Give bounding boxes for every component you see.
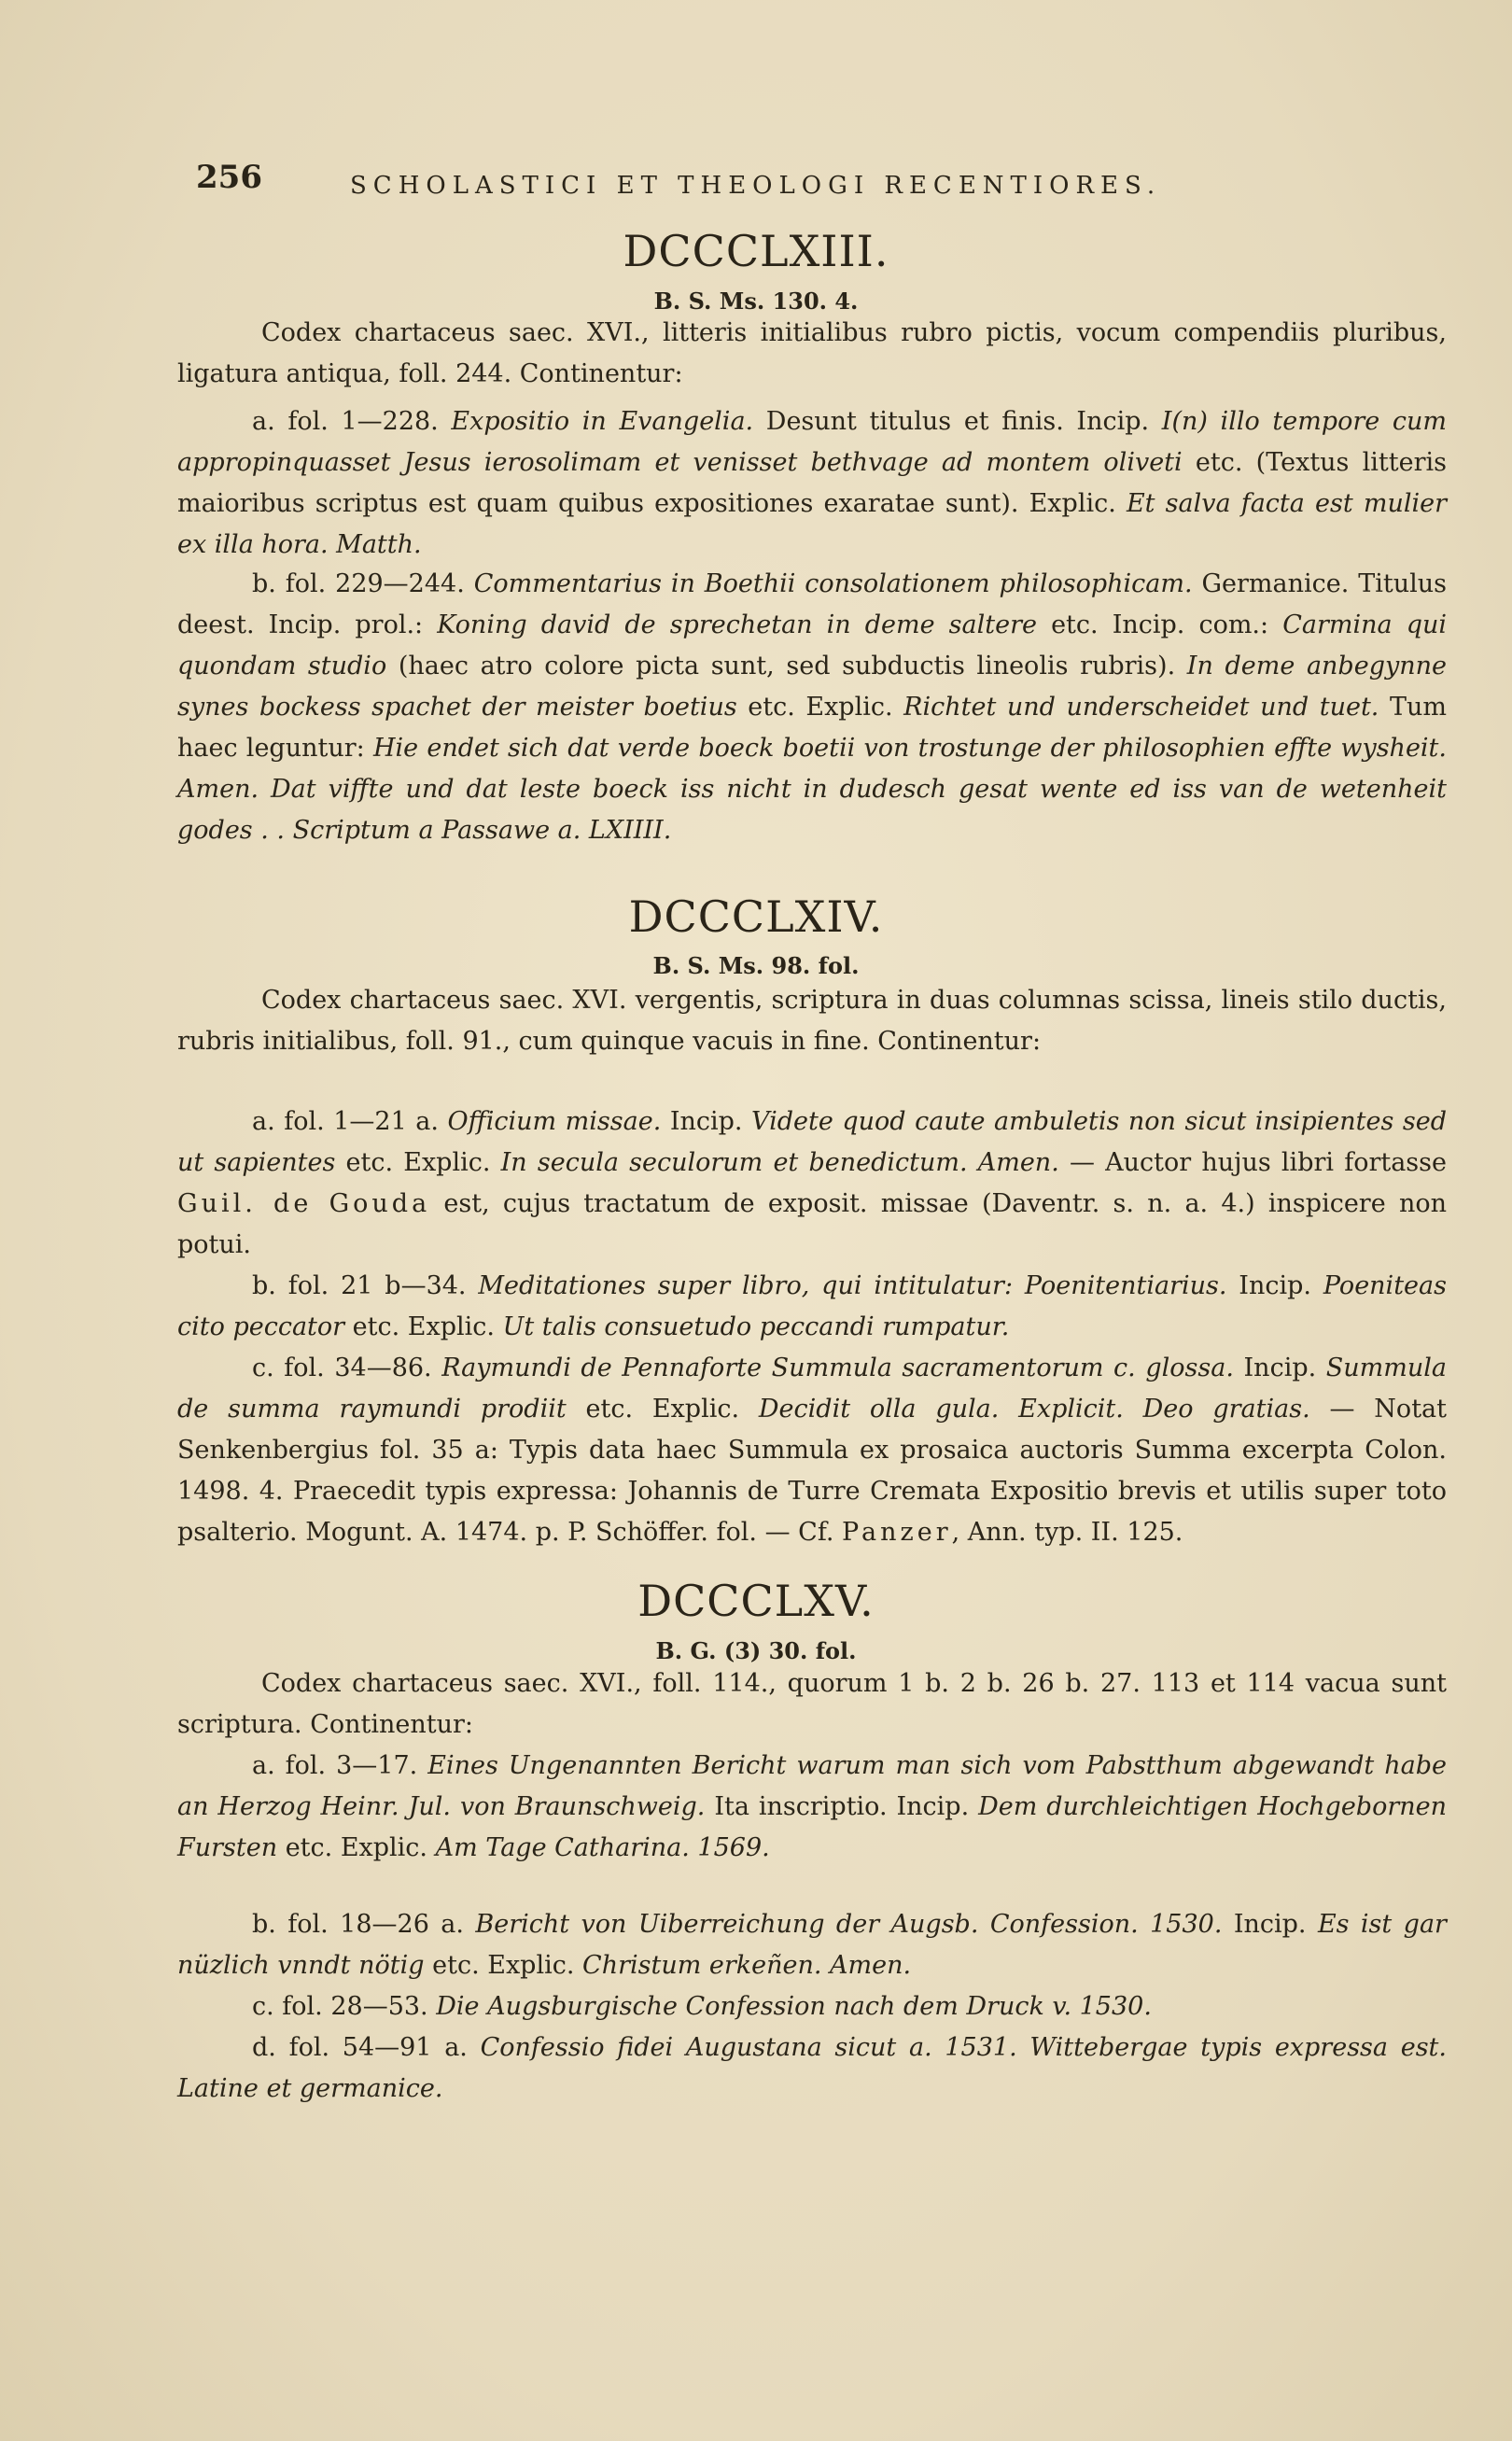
item-explicit: Ut talis consuetudo peccandi rumpatur. <box>502 1312 1010 1341</box>
item-incipit: In deme anbegynne synes bockess spachet der meister boetius <box>177 652 1447 722</box>
codex-description: Codex chartaceus saec. XVI., litteris initialibus rubro pictis, vocum compendiis pluribus, ligatura antiqua, foll. 244. Continentur: <box>177 318 1447 388</box>
content-item <box>177 1266 1447 1348</box>
item-text: etc. Explic. <box>345 1148 491 1177</box>
entry-number: DCCCLXIII. <box>623 226 889 276</box>
item-folio: a. fol. 1—21 a. <box>252 1107 439 1136</box>
item-incipit: Es ist gar nüzlich vnndt nötig <box>177 1910 1447 1980</box>
item-colophon: Hie endet sich dat verde boeck boetii von trostunge der philosophien effte wysheit. Amen. Dat viffte und dat leste boeck iss nicht in dudesch gesat wente ed iss van de wetenheit godes . . Scriptum a Passawe a. LXIIII. <box>177 734 1447 845</box>
item-explicit: Richtet und underscheidet und tuet. <box>903 693 1379 722</box>
item-title: Die Augsburgische Confession nach dem Druck v. 1530. <box>436 1992 1152 2021</box>
item-incipit: Summula de summa raymundi prodiit <box>177 1354 1448 1424</box>
item-incipit: Dem durchleichtigen Hochgebornen Fursten <box>177 1792 1447 1862</box>
shelfmark: B. S. Ms. 130. 4. <box>653 288 859 315</box>
shelfmark: B. S. Ms. 98. fol. <box>652 952 860 979</box>
shelfmark: B. G. (3) 30. fol. <box>655 1637 857 1664</box>
item-incipit: Poeniteas cito peccator <box>177 1271 1447 1341</box>
codex-description: Codex chartaceus saec. XVI. vergentis, scriptura in duas columnas scissa, lineis stilo ductis, rubris initialibus, foll. 91., cum quinque vacuis in fine. Continentur: <box>177 986 1447 1056</box>
item-incipit: Carmina qui quondam studio <box>177 610 1447 680</box>
content-item <box>177 1746 1447 1869</box>
item-title: Meditationes super libro, qui intitulatur: Poenitentiarius. <box>478 1271 1227 1300</box>
item-text: Incip. <box>669 1107 743 1136</box>
codex-description: Codex chartaceus saec. XVI., foll. 114., quorum 1 b. 2 b. 26 b. 27. 113 et 114 vacua sunt scriptura. Continentur: <box>177 1669 1447 1739</box>
item-title: Expositio in Evangelia. <box>451 407 754 436</box>
item-text: etc. Explic. <box>748 693 893 722</box>
item-explicit: Et salva facta est mulier ex illa hora. Matth. <box>177 489 1447 559</box>
item-folio: b. fol. 21 b—34. <box>252 1271 467 1300</box>
item-folio: c. fol. 34—86. <box>252 1354 432 1382</box>
item-folio: a. fol. 1—228. <box>252 407 439 436</box>
item-text: est, cujus tractatum de exposit. missae (Daventr. s. n. a. 4.) inspicere non potui. <box>177 1189 1447 1259</box>
item-title: Bericht von Uiberreichung der Augsb. Confession. 1530. <box>475 1910 1223 1939</box>
running-header <box>196 159 1316 205</box>
item-text: etc. Explic. <box>585 1395 740 1424</box>
item-text: , Ann. typ. II. 125. <box>951 1518 1183 1547</box>
item-incipit: I(n) illo tempore cum appropinquasset Jesus ierosolimam et venisset bethvage ad montem oliveti <box>177 407 1447 477</box>
item-text: (haec atro colore picta sunt, sed subductis lineolis rubris). <box>398 652 1176 680</box>
content-item <box>177 564 1447 851</box>
item-title: Confessio fidei Augustana sicut a. 1531. Wittebergae typis expressa est. Latine et germanice. <box>177 2033 1447 2103</box>
item-text: etc. Explic. <box>352 1312 495 1341</box>
content-item <box>177 1904 1447 1986</box>
item-author: Panzer <box>842 1518 952 1547</box>
item-folio: c. fol. 28—53. <box>252 1992 428 2021</box>
item-explicit: In secula seculorum et benedictum. Amen. <box>500 1148 1059 1177</box>
content-item <box>177 401 1447 566</box>
item-title: Raymundi de Pennaforte Summula sacramentorum c. glossa. <box>441 1354 1234 1382</box>
item-folio: a. fol. 3—17. <box>252 1751 418 1780</box>
item-explicit: Christum erkeñen. Amen. <box>582 1951 912 1980</box>
item-text: Germanice. Titulus deest. Incip. prol.: <box>177 569 1447 639</box>
item-folio: b. fol. 18—26 a. <box>252 1910 464 1939</box>
item-text: etc. (Textus litteris maioribus scriptus est quam quibus expositiones exaratae sunt). Explic. <box>177 448 1447 518</box>
item-folio: d. fol. 54—91 a. <box>252 2033 468 2062</box>
content-item <box>177 1986 1447 2027</box>
item-text: etc. Explic. <box>285 1833 428 1862</box>
page-number: 256 <box>196 159 262 196</box>
content-item <box>177 1101 1447 1266</box>
item-explicit: Decidit olla gula. Explicit. Deo gratias. <box>758 1395 1310 1424</box>
item-text: Ita inscriptio. Incip. <box>714 1792 970 1821</box>
item-text: Incip. <box>1243 1354 1317 1382</box>
item-text: etc. Explic. <box>432 1951 575 1980</box>
content-item <box>177 2027 1447 2110</box>
item-folio: b. fol. 229—244. <box>252 569 465 598</box>
running-title: SCHOLASTICI ET THEOLOGI RECENTIORES. <box>350 172 1162 200</box>
content-item <box>177 1348 1447 1553</box>
item-text: Incip. <box>1239 1271 1311 1300</box>
item-text: Incip. <box>1233 1910 1307 1939</box>
item-incipit: Koning david de sprechetan in deme saltere <box>437 610 1037 639</box>
item-incipit: Videte quod caute ambuletis non sicut insipientes sed ut sapientes <box>177 1107 1447 1177</box>
item-text: — Auctor hujus libri fortasse <box>1069 1148 1447 1177</box>
item-title: Commentarius in Boethii consolationem philosophicam. <box>473 569 1193 598</box>
item-explicit: Am Tage Catharina. 1569. <box>435 1833 770 1862</box>
item-text: — Notat Senkenbergius fol. 35 a: Typis data haec Summula ex prosaica auctoris Summa excerpta Colon. 1498. 4. Praecedit typis expressa: Johannis de Turre Cremata Expositio brevis et utilis super toto psalterio. Mogunt. A. 1474. p. P. Schöffer. fol. — Cf. <box>177 1395 1447 1547</box>
item-title: Officium missae. <box>447 1107 662 1136</box>
item-text: Desunt titulus et finis. Incip. <box>765 407 1150 436</box>
item-title: Eines Ungenannten Bericht warum man sich vom Pabstthum abgewandt habe an Herzog Heinr. Jul. von Braunschweig. <box>177 1751 1447 1821</box>
item-author: Guil. de Gouda <box>177 1189 431 1218</box>
item-text: etc. Incip. com.: <box>1051 610 1269 639</box>
item-text: Tum haec leguntur: <box>177 693 1447 763</box>
entry-number: DCCCLXV. <box>637 1576 875 1626</box>
entry-number: DCCCLXIV. <box>628 891 884 942</box>
